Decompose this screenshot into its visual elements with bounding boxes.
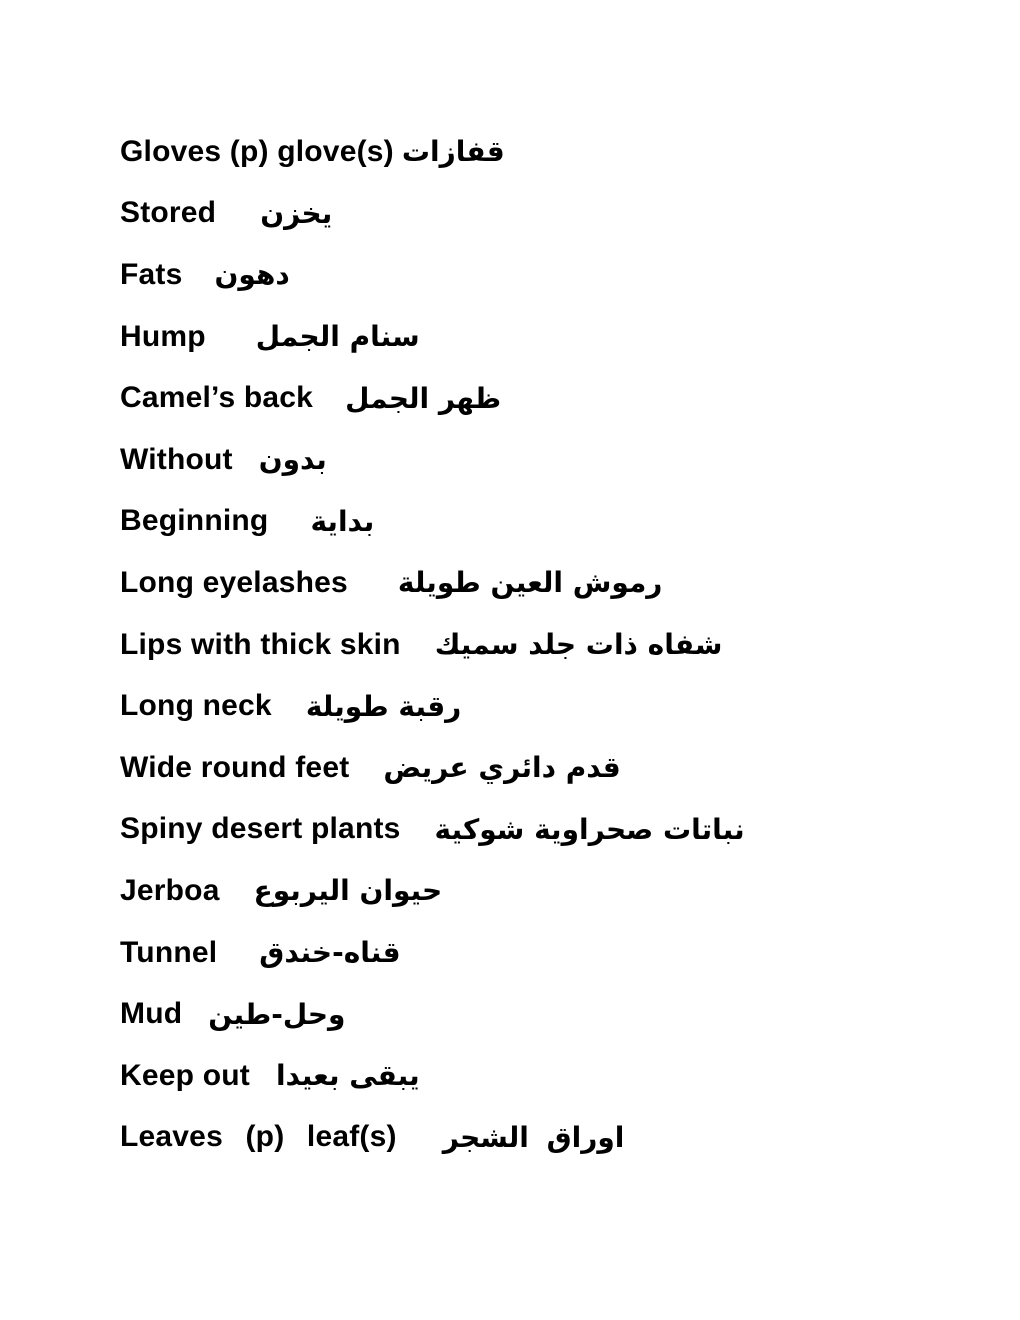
vocab-row-hump [120, 306, 745, 368]
vocab-row-without [120, 429, 745, 491]
arabic-translation: حيوان اليربوع [253, 874, 443, 908]
arabic-translation: رموش العين طويلة [397, 566, 663, 600]
english-term: Hump [120, 319, 206, 353]
vocab-row-wide-round-feet [120, 737, 745, 799]
arabic-translation: وحل-طين [208, 997, 346, 1031]
english-term: Lips with thick skin [120, 627, 401, 661]
vocab-row-stored [120, 183, 745, 245]
english-term: Long neck [120, 689, 272, 723]
english-term: Wide round feet [120, 750, 350, 784]
arabic-translation: ظهر الجمل [345, 381, 502, 415]
arabic-translation: نباتات صحراوية شوكية [434, 812, 745, 846]
vocab-row-beginning [120, 491, 745, 553]
english-term: Leaves (p) leaf(s) [120, 1120, 397, 1154]
english-term: Fats [120, 257, 183, 291]
arabic-translation: بداية [310, 504, 375, 538]
arabic-translation: قدم دائري عريض [383, 751, 621, 785]
english-term: Tunnel [120, 935, 218, 969]
english-term: Without [120, 442, 233, 476]
vocab-row-leaves [120, 1107, 745, 1169]
arabic-translation: دهون [214, 258, 290, 292]
english-term: Long eyelashes [120, 565, 348, 599]
english-term: Camel’s back [120, 381, 314, 415]
vocab-row-gloves [120, 121, 745, 183]
arabic-translation: سنام الجمل [255, 320, 420, 354]
english-term: Spiny desert plants [120, 812, 401, 846]
vocab-row-mud [120, 983, 745, 1045]
arabic-translation: اوراق الشجر [442, 1120, 625, 1154]
vocab-row-keep-out [120, 1045, 745, 1107]
vocab-row-tunnel [120, 922, 745, 984]
english-term: Gloves (p) glove(s) [120, 134, 394, 168]
vocab-row-long-neck [120, 675, 745, 737]
vocab-row-camels-back [120, 367, 745, 429]
vocab-row-lips-with-thick-skin [120, 614, 745, 676]
english-term: Keep out [120, 1058, 250, 1092]
vocabulary-list [120, 121, 745, 1168]
vocab-row-jerboa [120, 860, 745, 922]
arabic-translation: بدون [258, 443, 327, 477]
arabic-translation: يبقى بعيدا [275, 1059, 420, 1093]
arabic-translation: قفازات [401, 135, 505, 169]
english-term: Mud [120, 997, 183, 1031]
arabic-translation: رقبة طويلة [305, 689, 462, 723]
english-term: Beginning [120, 504, 269, 538]
english-term: Stored [120, 196, 217, 230]
english-term: Jerboa [120, 873, 220, 907]
arabic-translation: قناه-خندق [259, 936, 401, 970]
vocab-row-spiny-desert-plants [120, 799, 745, 861]
vocab-row-fats [120, 244, 745, 306]
arabic-translation: شفاه ذات جلد سميك [434, 628, 723, 662]
vocab-row-long-eyelashes [120, 552, 745, 614]
arabic-translation: يخزن [260, 196, 333, 230]
